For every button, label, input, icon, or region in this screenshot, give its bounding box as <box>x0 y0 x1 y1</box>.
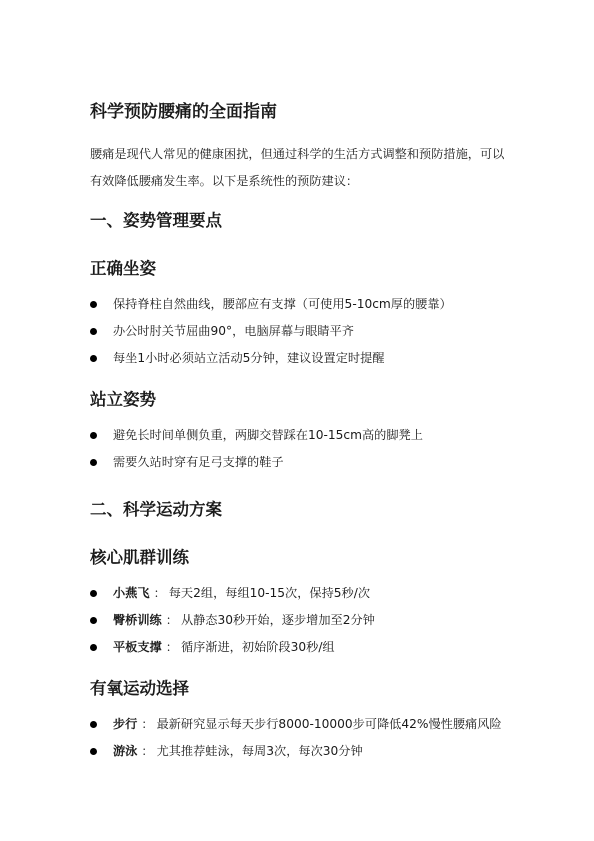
bullet-icon <box>90 644 97 651</box>
list-item <box>90 449 514 476</box>
sitting-list <box>90 291 514 372</box>
bullet-icon <box>90 328 97 335</box>
list-item <box>90 422 514 449</box>
intro-paragraph: 腰痛是现代人常见的健康困扰，但通过科学的生活方式调整和预防措施，可以有效降低腰痛发生率。以下是系统性的预防建议： <box>90 147 505 188</box>
aerobic-list <box>90 711 514 765</box>
bullet-icon <box>90 432 97 439</box>
exercise-term: 臀桥训练 <box>113 613 162 627</box>
exercise-description: 每天2组，每组10-15次，保持5秒/次 <box>168 586 371 600</box>
subheading-core-training: 核心肌群训练 <box>90 548 189 567</box>
exercise-term: 平板支撑 <box>113 640 162 654</box>
list-item <box>90 634 514 661</box>
subheading-sitting: 正确坐姿 <box>90 259 156 278</box>
exercise-description: 尤其推荐蛙泳，每周3次，每次30分钟 <box>156 744 363 758</box>
subheading-aerobic: 有氧运动选择 <box>90 679 189 698</box>
separator: ： <box>141 717 154 731</box>
list-item <box>90 345 514 372</box>
list-item-text: 办公时肘关节屈曲90°，电脑屏幕与眼睛平齐 <box>113 324 354 338</box>
subheading-standing: 站立姿势 <box>90 390 156 409</box>
separator: ： <box>141 744 154 758</box>
exercise-description: 循序渐进，初始阶段30秒/组 <box>180 640 335 654</box>
separator: ： <box>153 586 166 600</box>
list-item <box>90 580 514 607</box>
bullet-icon <box>90 590 97 597</box>
separator: ： <box>165 640 178 654</box>
bullet-icon <box>90 617 97 624</box>
list-item-text: 需要久站时穿有足弓支撑的鞋子 <box>113 455 284 469</box>
section-heading-posture: 一、姿势管理要点 <box>90 211 222 230</box>
exercise-term: 步行 <box>113 717 138 731</box>
list-item-text: 保持脊柱自然曲线，腰部应有支撑（可使用5-10cm厚的腰靠） <box>113 297 452 311</box>
list-item-text: 每坐1小时必须站立活动5分钟，建议设置定时提醒 <box>113 351 385 365</box>
exercise-term: 小燕飞 <box>113 586 150 600</box>
bullet-icon <box>90 459 97 466</box>
list-item-text: 避免长时间单侧负重，两脚交替踩在10-15cm高的脚凳上 <box>113 428 423 442</box>
exercise-term: 游泳 <box>113 744 138 758</box>
bullet-icon <box>90 301 97 308</box>
exercise-description: 从静态30秒开始，逐步增加至2分钟 <box>180 613 375 627</box>
list-item <box>90 291 514 318</box>
list-item <box>90 738 514 765</box>
bullet-icon <box>90 748 97 755</box>
list-item <box>90 711 514 738</box>
core-training-list <box>90 580 514 661</box>
list-item <box>90 607 514 634</box>
separator: ： <box>165 613 178 627</box>
standing-list <box>90 422 514 476</box>
section-heading-exercise: 二、科学运动方案 <box>90 500 222 519</box>
bullet-icon <box>90 355 97 362</box>
bullet-icon <box>90 721 97 728</box>
exercise-description: 最新研究显示每天步行8000-10000步可降低42%慢性腰痛风险 <box>156 717 502 731</box>
list-item <box>90 318 514 345</box>
document-title: 科学预防腰痛的全面指南 <box>90 102 277 122</box>
